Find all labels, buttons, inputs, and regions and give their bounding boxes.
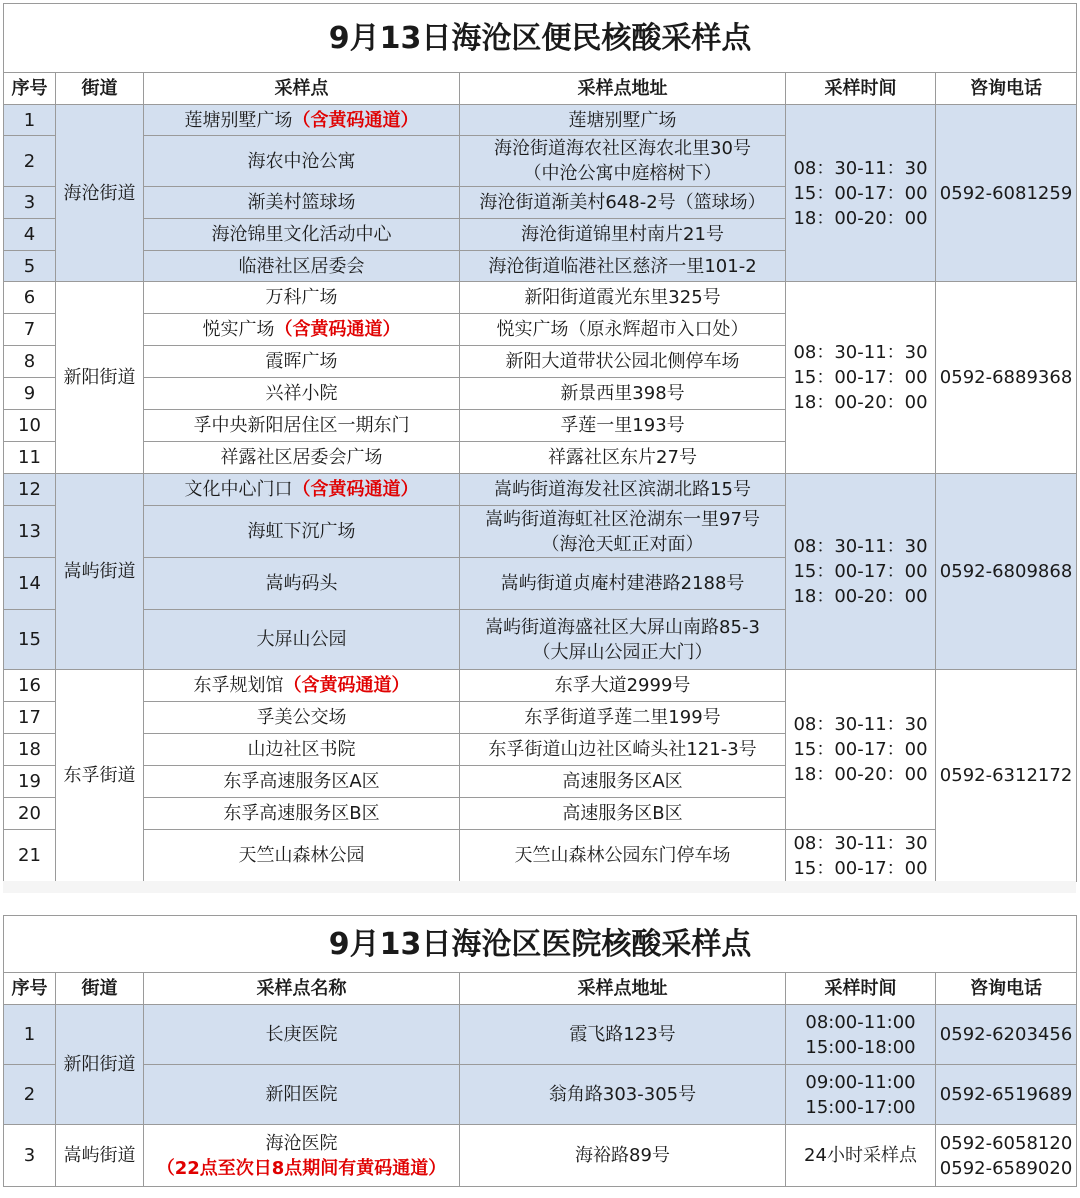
site-address [460, 251, 786, 282]
site-name: 悦实广场 [202, 319, 275, 340]
row-number: 8 [4, 346, 56, 378]
sampling-site [144, 506, 460, 558]
site-address [460, 378, 786, 410]
column-header: 采样点地址 [460, 973, 786, 1005]
hours-line: 08：30-11：30 [793, 536, 928, 557]
sampling-site [144, 219, 460, 251]
column-header: 采样点名称 [144, 973, 460, 1005]
table-title: 9月13日海沧区便民核酸采样点 [4, 4, 1077, 73]
address-line: 海沧街道锦里村南片21号 [521, 224, 724, 245]
sampling-site [144, 474, 460, 506]
site-address: 霞飞路123号 [460, 1005, 786, 1065]
hours-line: 15：00-17：00 [793, 561, 928, 582]
table-row [4, 830, 1077, 882]
sampling-site [144, 830, 460, 882]
yellow-code-tag: （含黄码通道） [274, 319, 401, 340]
column-header: 街道 [56, 73, 144, 105]
row-number: 7 [4, 314, 56, 346]
site-address [460, 474, 786, 506]
sampling-site [144, 766, 460, 798]
hours-line: 18：00-20：00 [793, 207, 928, 229]
community-sampling-table [3, 3, 1077, 882]
consult-phone: 0592-6809868 [936, 474, 1077, 670]
site-address [460, 734, 786, 766]
address-line: 新阳街道霞光东里325号 [524, 287, 721, 308]
sampling-site [144, 610, 460, 670]
table-row [4, 1065, 1077, 1125]
address-line: 天竺山森林公园东门停车场 [514, 845, 731, 866]
address-line: 新阳大道带状公园北侧停车场 [505, 351, 740, 372]
table-row [4, 1125, 1077, 1187]
consult-phone [936, 1125, 1077, 1187]
site-name: 万科广场 [265, 287, 338, 308]
site-address [460, 410, 786, 442]
site-address [460, 702, 786, 734]
sampling-site [144, 105, 460, 136]
yellow-code-note: （22点至次日8点期间有黄码通道） [156, 1157, 447, 1179]
site-name: 长庚医院 [265, 1024, 338, 1045]
site-name: 文化中心门口 [184, 479, 293, 500]
row-number: 6 [4, 282, 56, 314]
site-address [460, 282, 786, 314]
sampling-site [144, 1065, 460, 1125]
hours-line: 18：00-20：00 [793, 764, 928, 785]
row-number: 2 [4, 1065, 56, 1125]
sampling-site [144, 702, 460, 734]
site-name: 海虹下沉广场 [247, 521, 356, 542]
site-address [460, 314, 786, 346]
sampling-hours [786, 670, 936, 830]
sampling-site [144, 251, 460, 282]
site-address [460, 830, 786, 882]
site-address [460, 558, 786, 610]
hours-line: 08：30-11：30 [793, 832, 928, 854]
row-number: 19 [4, 766, 56, 798]
hospital-sampling-table [3, 915, 1077, 1187]
row-number: 5 [4, 251, 56, 282]
hours-line: 18：00-20：00 [793, 392, 928, 413]
sampling-hours [786, 474, 936, 670]
row-number: 21 [4, 830, 56, 882]
column-header: 采样时间 [786, 73, 936, 105]
site-name: 祥露社区居委会广场 [220, 447, 383, 468]
street-name: 东孚街道 [56, 670, 144, 882]
sampling-site [144, 1005, 460, 1065]
row-number: 15 [4, 610, 56, 670]
site-name: 新阳医院 [265, 1084, 338, 1105]
sampling-site [144, 282, 460, 314]
column-header: 采样点地址 [460, 73, 786, 105]
street-name: 海沧街道 [56, 105, 144, 282]
table-row [4, 105, 1077, 136]
hours-line: 15：00-17：00 [793, 857, 928, 879]
sampling-site [144, 378, 460, 410]
sampling-hours [786, 105, 936, 282]
site-name: 渐美村篮球场 [247, 192, 356, 213]
separator-strip [3, 881, 1076, 893]
sampling-site [144, 798, 460, 830]
column-header: 咨询电话 [936, 73, 1077, 105]
row-number: 1 [4, 1005, 56, 1065]
hours-line: 15：00-17：00 [793, 367, 928, 388]
address-line: 嵩屿街道海发社区滨湖北路15号 [494, 479, 751, 500]
table-row [4, 282, 1077, 314]
site-name: 东孚高速服务区B区 [223, 803, 380, 824]
sampling-hours [786, 1125, 936, 1187]
street-name: 嵩屿街道 [56, 474, 144, 670]
row-number: 2 [4, 136, 56, 187]
row-number: 18 [4, 734, 56, 766]
address-line: 海沧街道渐美村648-2号（篮球场） [479, 192, 766, 213]
site-name: 孚中央新阳居住区一期东门 [193, 415, 410, 436]
address-line: （海沧天虹正对面） [541, 533, 704, 555]
hours-line: 15:00-17:00 [805, 1096, 916, 1118]
address-line: 海沧街道临港社区慈济一里101-2 [488, 255, 757, 277]
site-address [460, 346, 786, 378]
row-number: 3 [4, 1125, 56, 1187]
site-address [460, 136, 786, 187]
address-line: 悦实广场（原永辉超市入口处） [496, 319, 749, 340]
phone-line: 0592-6519689 [939, 1084, 1073, 1105]
street-name: 新阳街道 [56, 1005, 144, 1125]
site-name: 大屏山公园 [256, 629, 347, 650]
hours-line: 18：00-20：00 [793, 586, 928, 607]
hours-line: 08:00-11:00 [805, 1011, 916, 1033]
hours-line: 24小时采样点 [804, 1145, 917, 1166]
address-line: 东孚街道孚莲二里199号 [524, 707, 721, 728]
phone-line: 0592-6058120 [939, 1132, 1073, 1154]
sampling-site [144, 442, 460, 474]
site-name: 天竺山森林公园 [238, 845, 365, 866]
sampling-site [144, 314, 460, 346]
site-name: 孚美公交场 [256, 707, 347, 728]
street-name: 新阳街道 [56, 282, 144, 474]
address-line: 莲塘别墅广场 [568, 109, 677, 131]
consult-phone: 0592-6312172 [936, 670, 1077, 882]
site-name: 海沧医院 [265, 1132, 338, 1154]
site-address [460, 105, 786, 136]
hours-line: 08：30-11：30 [793, 157, 928, 179]
sampling-site [144, 410, 460, 442]
row-number: 16 [4, 670, 56, 702]
row-number: 13 [4, 506, 56, 558]
sampling-site [144, 187, 460, 219]
site-name: 东孚高速服务区A区 [223, 771, 380, 792]
row-number: 11 [4, 442, 56, 474]
sampling-site [144, 734, 460, 766]
site-address [460, 506, 786, 558]
address-line: 东孚大道2999号 [554, 675, 691, 696]
site-address [460, 219, 786, 251]
table-row [4, 670, 1077, 702]
site-name: 东孚规划馆 [193, 675, 284, 696]
column-header: 采样时间 [786, 973, 936, 1005]
yellow-code-tag: （含黄码通道） [292, 479, 419, 500]
site-name: 嵩屿码头 [265, 573, 338, 594]
phone-line: 0592-6589020 [939, 1157, 1073, 1179]
row-number: 4 [4, 219, 56, 251]
column-header: 采样点 [144, 73, 460, 105]
column-header: 序号 [4, 973, 56, 1005]
row-number: 14 [4, 558, 56, 610]
table-row [4, 1005, 1077, 1065]
address-line: 嵩屿街道海虹社区沧湖东一里97号 [485, 508, 760, 530]
column-header: 街道 [56, 973, 144, 1005]
hours-line: 15：00-17：00 [793, 739, 928, 760]
address-line: 孚莲一里193号 [560, 415, 685, 436]
row-number: 10 [4, 410, 56, 442]
address-line: 新景西里398号 [560, 383, 685, 404]
address-line: 高速服务区A区 [562, 771, 683, 792]
hours-line: 15:00-18:00 [805, 1036, 916, 1058]
site-name: 海沧锦里文化活动中心 [211, 224, 392, 245]
site-address: 海裕路89号 [460, 1125, 786, 1187]
table-row [4, 474, 1077, 506]
row-number: 20 [4, 798, 56, 830]
address-line: 海沧街道海农社区海农北里30号 [494, 138, 751, 159]
site-name: 山边社区书院 [247, 739, 356, 760]
site-address: 翁角路303-305号 [460, 1065, 786, 1125]
site-name: 临港社区居委会 [238, 255, 365, 277]
row-number: 17 [4, 702, 56, 734]
site-address [460, 187, 786, 219]
hours-line: 15：00-17：00 [793, 182, 928, 204]
sampling-hours [786, 1065, 936, 1125]
street-name: 嵩屿街道 [56, 1125, 144, 1187]
phone-line: 0592-6203456 [939, 1024, 1073, 1045]
yellow-code-tag: （含黄码通道） [292, 109, 419, 131]
consult-phone: 0592-6081259 [936, 105, 1077, 282]
site-address [460, 766, 786, 798]
column-header: 序号 [4, 73, 56, 105]
address-line: （大屏山公园正大门） [532, 641, 713, 663]
sampling-site [144, 136, 460, 187]
site-name: 霞晖广场 [265, 351, 338, 372]
sampling-site [144, 1125, 460, 1187]
site-name: 海农中沧公寓 [247, 150, 356, 172]
address-line: 祥露社区东片27号 [548, 447, 697, 468]
site-address [460, 610, 786, 670]
hours-line: 09:00-11:00 [805, 1071, 916, 1093]
sampling-site [144, 670, 460, 702]
site-name: 兴祥小院 [265, 383, 338, 404]
yellow-code-tag: （含黄码通道） [283, 675, 410, 696]
row-number: 12 [4, 474, 56, 506]
sampling-hours [786, 830, 936, 882]
consult-phone [936, 1065, 1077, 1125]
sampling-hours [786, 282, 936, 474]
sampling-hours [786, 1005, 936, 1065]
table-title: 9月13日海沧区医院核酸采样点 [4, 916, 1077, 973]
site-address [460, 798, 786, 830]
address-line: 嵩屿街道海盛社区大屏山南路85-3 [485, 616, 760, 638]
hours-line: 08：30-11：30 [793, 714, 928, 735]
consult-phone [936, 1005, 1077, 1065]
row-number: 1 [4, 105, 56, 136]
address-line: 嵩屿街道贞庵村建港路2188号 [500, 573, 745, 594]
address-line: 高速服务区B区 [562, 803, 683, 824]
row-number: 3 [4, 187, 56, 219]
address-line: （中沧公寓中庭榕树下） [523, 163, 722, 184]
hours-line: 08：30-11：30 [793, 342, 928, 363]
site-address [460, 442, 786, 474]
sampling-site [144, 558, 460, 610]
site-name: 莲塘别墅广场 [184, 109, 293, 131]
row-number: 9 [4, 378, 56, 410]
consult-phone: 0592-6889368 [936, 282, 1077, 474]
sampling-site [144, 346, 460, 378]
site-address [460, 670, 786, 702]
address-line: 东孚街道山边社区崎头社121-3号 [488, 739, 757, 760]
column-header: 咨询电话 [936, 973, 1077, 1005]
